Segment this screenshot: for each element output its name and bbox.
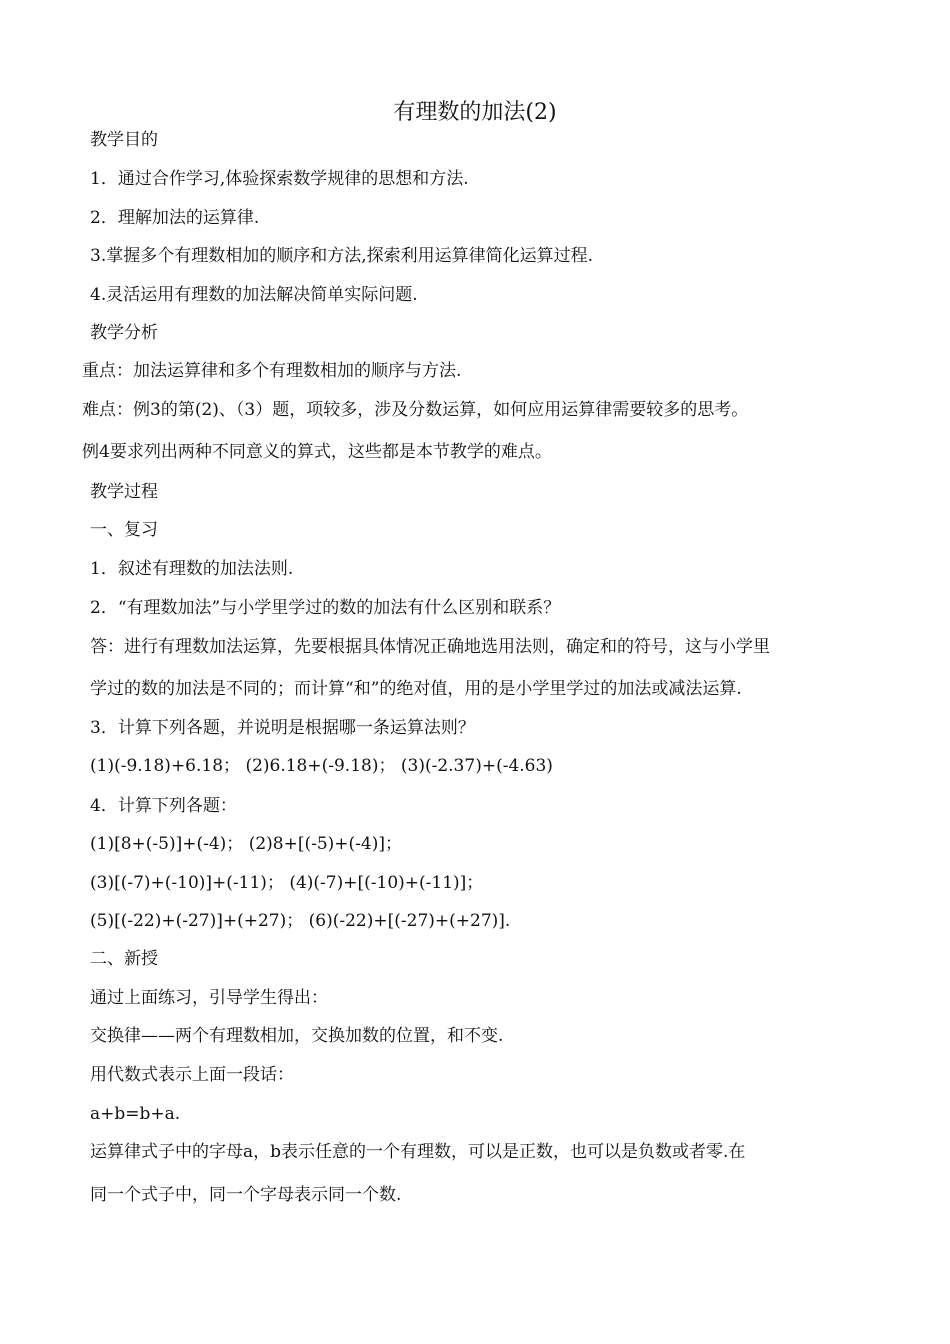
goal-4: 4.灵活运用有理数的加法解决简单实际问题. [90, 285, 418, 305]
exercise-row-4: (5)[(-22)+(-27)]+(+27)； (6)(-22)+[(-27)+(+27)]. [90, 911, 511, 931]
exercise-row-1: (1)(-9.18)+6.18； (2)6.18+(-9.18)； (3)(-2.37)+(-4.63) [90, 756, 553, 776]
explanation-line-1: 运算律式子中的字母a，b表示任意的一个有理数，可以是正数，也可以是负数或者零.在 [90, 1142, 746, 1162]
key-point: 重点：加法运算律和多个有理数相加的顺序与方法. [82, 361, 462, 381]
review-item-1: 1．叙述有理数的加法法则. [90, 559, 294, 579]
goal-1: 1．通过合作学习,体验探索数学规律的思想和方法. [90, 169, 469, 189]
formula: a+b=b+a. [90, 1104, 181, 1124]
section-review: 一、复习 [90, 520, 158, 540]
exercise-row-3: (3)[(-7)+(-10)]+(-11)； (4)(-7)+[(-10)+(-11)]； [90, 873, 484, 893]
heading-teaching-goals: 教学目的 [90, 130, 158, 150]
answer-line-2: 学过的数的加法是不同的；而计算“和”的绝对值，用的是小学里学过的加法或减法运算. [90, 679, 742, 699]
goal-2: 2．理解加法的运算律. [90, 208, 260, 228]
difficult-point: 难点：例3的第(2)、（3）题，项较多，涉及分数运算，如何应用运算律需要较多的思考。 [82, 400, 749, 420]
answer-line-1: 答：进行有理数加法运算，先要根据具体情况正确地选用法则，确定和的符号，这与小学里 [90, 637, 770, 657]
review-item-3: 3．计算下列各题，并说明是根据哪一条运算法则？ [90, 718, 475, 738]
algebraic-expression-intro: 用代数式表示上面一段话： [90, 1065, 294, 1085]
difficult-point-continued: 例4要求列出两种不同意义的算式，这些都是本节教学的难点。 [82, 442, 552, 462]
goal-3: 3.掌握多个有理数相加的顺序和方法,探索利用运算律简化运算过程. [90, 246, 594, 266]
commutative-law: 交换律——两个有理数相加，交换加数的位置，和不变. [90, 1026, 504, 1046]
lesson-intro: 通过上面练习，引导学生得出： [90, 988, 328, 1008]
heading-teaching-analysis: 教学分析 [90, 323, 158, 343]
document-title: 有理数的加法(2) [393, 100, 557, 125]
review-item-4: 4．计算下列各题： [90, 796, 237, 816]
exercise-row-2: (1)[8+(-5)]+(-4)； (2)8+[(-5)+(-4)]； [90, 834, 403, 854]
heading-teaching-process: 教学过程 [90, 482, 158, 502]
section-new-lesson: 二、新授 [90, 949, 158, 969]
explanation-line-2: 同一个式子中，同一个字母表示同一个数. [90, 1185, 402, 1205]
review-item-2: 2．“有理数加法”与小学里学过的数的加法有什么区别和联系？ [90, 598, 561, 618]
